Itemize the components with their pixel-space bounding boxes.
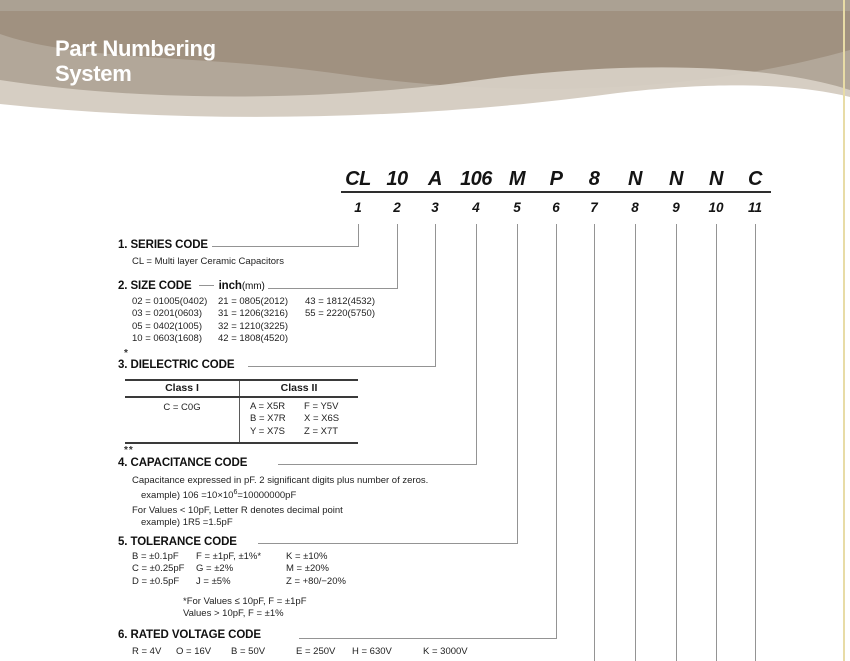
pn-pos-9: 9 (672, 200, 680, 215)
series-code-description: CL = Multi layer Ceramic Capacitors (132, 256, 284, 267)
voltage-entry: B = 50V (231, 646, 266, 657)
connector-hline-series (212, 246, 358, 247)
voltage-entry: R = 4V (132, 646, 162, 657)
pn-code-9: N (669, 168, 683, 190)
dielectric-entry: A = X5R (250, 401, 286, 412)
capacitance-example2: example) 1R5 =1.5pF (141, 517, 233, 529)
dielectric-table (125, 379, 358, 444)
connector-hline-voltage (299, 638, 556, 639)
page-header-banner (0, 0, 850, 140)
connector-vline-1 (358, 224, 359, 247)
capacitance-example1-exponent: 6 (233, 489, 238, 497)
size-entry: 05 = 0402(1005) (132, 320, 202, 332)
pn-code-4: 106 (460, 168, 492, 190)
capacitance-description (132, 475, 428, 530)
dielectric-entry: B = X7R (250, 413, 286, 425)
size-code-column-3 (305, 296, 375, 346)
pn-pos-8: 8 (631, 200, 639, 215)
size-entry: 55 = 2220(5750) (305, 308, 375, 320)
size-entry: 42 = 1808(4520) (218, 333, 288, 345)
size-unit-dash (199, 285, 214, 286)
tolerance-footnote-1: *For Values ≤ 10pF, F = ±1pF (183, 596, 307, 607)
tolerance-entry: K = ±10% (286, 551, 328, 562)
pn-code-1: CL (345, 168, 371, 190)
pn-code-5: M (508, 168, 526, 190)
tolerance-table (132, 551, 346, 588)
connector-hline-dielectric (248, 366, 435, 367)
voltage-entry: H = 630V (352, 646, 392, 657)
dielectric-table-body (125, 398, 358, 442)
size-code-column-1 (132, 296, 218, 346)
tolerance-entry: Z = +80/−20% (286, 575, 346, 587)
connector-vline-10 (716, 224, 717, 661)
pn-pos-10: 10 (708, 200, 724, 215)
size-entry: 02 = 01005(0402) (132, 296, 208, 307)
page-title-line2: System (55, 61, 132, 86)
capacitance-code-heading: 4. CAPACITANCE CODE (118, 457, 248, 469)
pn-pos-7: 7 (590, 200, 598, 215)
tolerance-entry: G = ±2% (196, 563, 234, 575)
connector-vline-5 (517, 224, 518, 544)
dielectric-header-class2: Class II (280, 382, 318, 394)
connector-hline-capacitance (278, 464, 476, 465)
connector-vline-2 (397, 224, 398, 289)
page-title (55, 36, 216, 86)
size-code-table (132, 296, 375, 346)
capacitance-example1-pre: example) 106 =10×10 (141, 490, 234, 502)
dielectric-class2-row (250, 413, 358, 425)
tolerance-entry: M = ±20% (286, 563, 329, 575)
dielectric-entry: F = Y5V (304, 401, 339, 412)
pn-code-2: 10 (386, 168, 408, 190)
dielectric-entry: Y = X7S (250, 425, 285, 437)
size-entry: 31 = 1206(3216) (218, 308, 288, 320)
size-entry: 32 = 1210(3225) (218, 320, 288, 332)
connector-vline-3 (435, 224, 436, 367)
pn-code-3: A (428, 168, 442, 190)
pn-pos-4: 4 (472, 200, 480, 215)
capacitance-example1 (141, 487, 428, 503)
pn-code-7: 8 (588, 168, 600, 190)
tolerance-entry: B = ±0.1pF (132, 551, 179, 562)
size-unit-inch: inch (218, 280, 242, 292)
size-entry: 10 = 0603(1608) (132, 333, 202, 345)
dielectric-class1-value: C = C0G (125, 398, 240, 442)
tolerance-footnotes (183, 596, 307, 621)
capacitance-line1: Capacitance expressed in pF. 2 significant digits plus number of zeros. (132, 475, 429, 486)
size-entry: 21 = 0805(2012) (218, 296, 288, 307)
pn-pos-1: 1 (354, 200, 362, 215)
voltage-entry: E = 250V (296, 646, 336, 657)
tolerance-footnote-2: Values > 10pF, F = ±1% (183, 608, 284, 620)
capacitance-line2: For Values < 10pF, Letter R denotes decimal point (132, 504, 343, 516)
pn-code-8: N (628, 168, 642, 190)
pn-pos-11: 11 (747, 200, 762, 215)
capacitance-note-asterisks: ** (124, 445, 134, 456)
size-code-heading (118, 280, 265, 292)
dielectric-table-header (125, 381, 358, 398)
dielectric-code-heading: 3. DIELECTRIC CODE (118, 359, 235, 371)
tolerance-entry: J = ±5% (196, 575, 231, 587)
page-title-line1: Part Numbering (55, 36, 216, 61)
connector-hline-tolerance (258, 543, 517, 544)
capacitance-example1-post: =10000000pF (237, 490, 297, 502)
connector-vline-4 (476, 224, 477, 465)
voltage-code-heading: 6. RATED VOLTAGE CODE (118, 629, 261, 641)
series-code-heading: 1. SERIES CODE (118, 239, 208, 251)
pn-code-6: P (549, 168, 563, 190)
size-unit-mm: (mm) (241, 281, 265, 292)
connector-hline-size (268, 288, 397, 289)
size-code-column-2 (218, 296, 305, 346)
connector-vline-11 (755, 224, 756, 661)
pn-pos-5: 5 (513, 200, 521, 215)
dielectric-class2-row (250, 426, 358, 438)
dielectric-note-asterisk: * (124, 348, 129, 359)
pn-pos-6: 6 (552, 200, 560, 215)
pn-code-10: N (709, 168, 723, 190)
voltage-entry: O = 16V (176, 646, 212, 657)
size-entry: 43 = 1812(4532) (305, 296, 375, 307)
tolerance-entry: C = ±0.25pF (132, 563, 185, 575)
voltage-entry: K = 3000V (423, 646, 468, 657)
pn-pos-2: 2 (393, 200, 401, 215)
pn-pos-3: 3 (431, 200, 439, 215)
voltage-table (132, 646, 468, 658)
tolerance-entry: D = ±0.5pF (132, 575, 180, 587)
dielectric-header-class1: Class I (125, 381, 240, 396)
connector-vline-8 (635, 224, 636, 661)
size-entry: 03 = 0201(0603) (132, 308, 202, 320)
connector-vline-9 (676, 224, 677, 661)
connector-vline-6 (556, 224, 557, 639)
connector-vline-7 (594, 224, 595, 661)
dielectric-entry: X = X6S (304, 413, 340, 425)
tolerance-entry: F = ±1pF, ±1%* (196, 551, 262, 562)
dielectric-entry: Z = X7T (304, 425, 339, 437)
dielectric-class2-values (240, 398, 358, 442)
dielectric-class2-row (250, 401, 358, 413)
tolerance-code-heading: 5. TOLERANCE CODE (118, 536, 237, 548)
pn-code-11: C (748, 168, 762, 190)
part-number-underline (341, 191, 771, 193)
page-edge-accent (843, 0, 845, 661)
size-code-label: 2. SIZE CODE (118, 280, 192, 292)
